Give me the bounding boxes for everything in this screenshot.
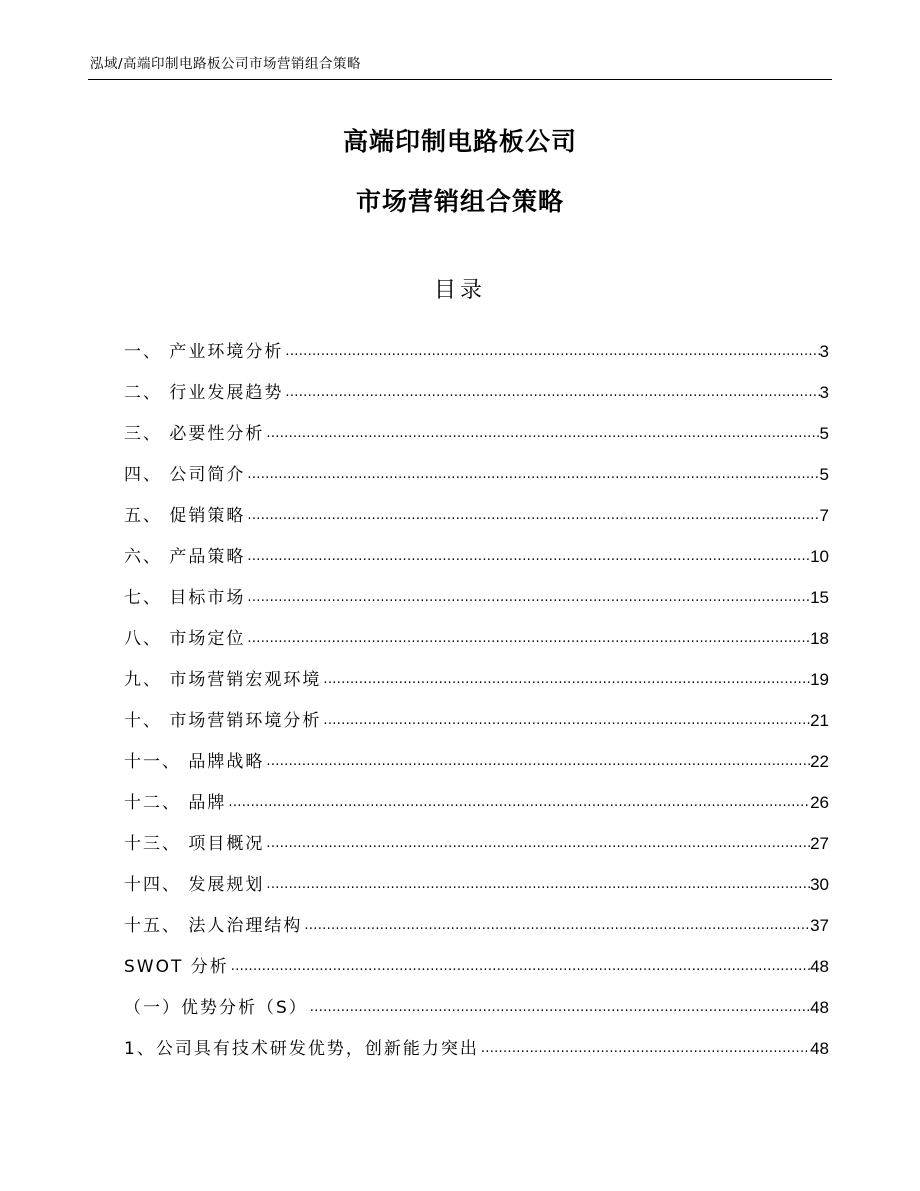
toc-entry[interactable] [124,486,829,527]
toc-entry-page: 27 [810,834,829,853]
toc-entry-page: 7 [819,506,829,525]
toc-entry-label: 八、 市场定位 [124,629,246,649]
document-subtitle: 市场营销组合策略 [355,187,564,216]
toc-heading: 目录 [433,278,486,303]
running-header: 泓域/高端印制电路板公司市场营销组合策略 [90,56,362,72]
toc-entry[interactable] [124,896,829,937]
toc-entry[interactable] [124,1019,829,1060]
toc-entry-page: 5 [819,465,829,484]
toc-leader-dots [229,958,810,976]
toc-entry-label: 十二、 品牌 [124,793,227,813]
toc-entry[interactable] [124,650,829,691]
toc-entry-label: 十五、 法人治理结构 [124,916,303,936]
toc-leader-dots [479,1040,810,1058]
toc-entry-label: 一、 产业环境分析 [124,342,284,362]
toc-leader-dots [302,917,810,935]
document-title: 高端印制电路板公司 [342,127,577,156]
toc-entry-label: 九、 市场营销宏观环境 [124,670,322,690]
table-of-contents [124,322,829,1060]
toc-leader-dots [245,630,810,648]
toc-entry-label: 十四、 发展规划 [124,875,265,895]
toc-entry-page: 21 [810,711,829,730]
toc-entry-label: 十一、 品牌战略 [124,752,265,772]
toc-entry-label: 1、公司具有技术研发优势，创新能力突出 [124,1039,479,1059]
toc-entry-page: 5 [819,424,829,443]
toc-leader-dots [245,548,810,566]
toc-entry[interactable] [124,527,829,568]
toc-entry[interactable] [124,732,829,773]
toc-entry[interactable] [124,322,829,363]
toc-entry-page: 48 [810,1039,829,1058]
toc-leader-dots [245,466,819,484]
toc-entry[interactable] [124,609,829,650]
toc-entry[interactable] [124,814,829,855]
toc-leader-dots [226,794,810,812]
toc-leader-dots [308,999,810,1017]
toc-entry-label: 二、 行业发展趋势 [124,383,284,403]
toc-entry-page: 18 [810,629,829,648]
toc-entry-page: 48 [810,957,829,976]
toc-entry-page: 48 [810,998,829,1017]
toc-entry[interactable] [124,855,829,896]
toc-entry[interactable] [124,363,829,404]
toc-entry-page: 30 [810,875,829,894]
toc-entry-page: 15 [810,588,829,607]
toc-leader-dots [321,712,810,730]
toc-entry-page: 10 [810,547,829,566]
toc-leader-dots [283,384,819,402]
toc-entry[interactable] [124,773,829,814]
toc-entry-page: 3 [819,383,829,402]
toc-entry-page: 26 [810,793,829,812]
toc-leader-dots [264,753,810,771]
toc-entry-page: 22 [810,752,829,771]
toc-leader-dots [264,835,810,853]
toc-entry-label: 六、 产品策略 [124,547,246,567]
toc-entry-label: 四、 公司简介 [124,465,246,485]
toc-entry-page: 3 [819,342,829,361]
toc-entry-label: 三、 必要性分析 [124,424,265,444]
toc-leader-dots [245,507,819,525]
toc-leader-dots [321,671,810,689]
toc-entry-label: 十、 市场营销环境分析 [124,711,322,731]
toc-entry-label: 七、 目标市场 [124,588,246,608]
toc-entry[interactable] [124,568,829,609]
toc-leader-dots [283,343,819,361]
toc-entry[interactable] [124,691,829,732]
toc-entry-page: 37 [810,916,829,935]
toc-entry-label: 十三、 项目概况 [124,834,265,854]
toc-entry-label: （一）优势分析（S） [124,998,308,1018]
toc-leader-dots [245,589,810,607]
toc-entry-label: 五、 促销策略 [124,506,246,526]
toc-entry[interactable] [124,937,829,978]
toc-entry[interactable] [124,445,829,486]
toc-leader-dots [264,425,819,443]
toc-entry-page: 19 [810,670,829,689]
toc-entry[interactable] [124,978,829,1019]
toc-entry[interactable] [124,404,829,445]
header-rule [88,79,832,80]
toc-leader-dots [264,876,810,894]
toc-entry-label: SWOT 分析 [124,957,229,977]
